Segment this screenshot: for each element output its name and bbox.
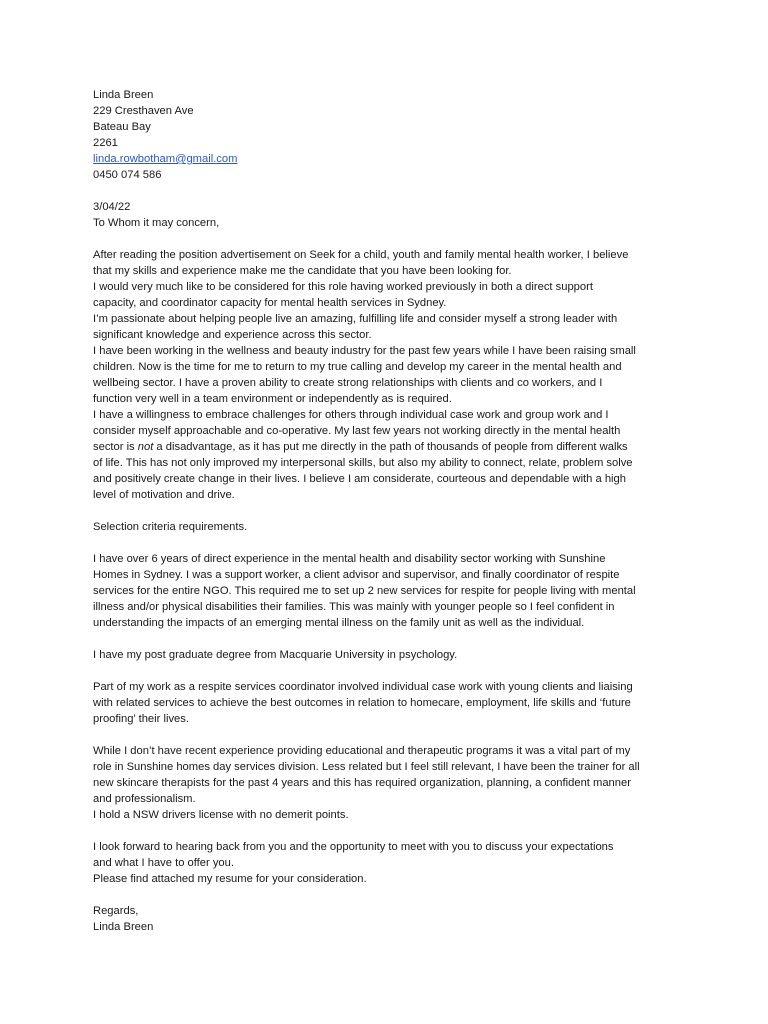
body-line: After reading the position advertisement on Seek for a child, youth and family mental health worker, I believe (93, 249, 629, 261)
paragraph-closing (93, 839, 678, 887)
body-line: children. Now is the time for me to return to my true calling and develop my career in the mental health and (93, 361, 622, 373)
body-line: Part of my work as a respite services coordinator involved individual case work with young clients and liaising (93, 681, 633, 693)
paragraph-education (93, 647, 678, 663)
body-line: illness and/or physical disabilities their families. This was mainly with younger people so I feel confident in (93, 601, 615, 613)
body-line: understanding the impacts of an emerging mental illness on the family unit as well as the individual. (93, 617, 585, 629)
body-line: While I don’t have recent experience providing educational and therapeutic programs it was a vital part of my (93, 745, 631, 757)
body-line: I’m passionate about helping people live an amazing, fulfilling life and consider myself a strong leader with (93, 313, 618, 325)
body-line: consider myself approachable and co-operative. My last few years not working directly in the mental health (93, 425, 621, 437)
sender-street: 229 Cresthaven Ave (93, 105, 194, 117)
sender-email-link[interactable]: linda.rowbotham@gmail.com (93, 153, 238, 165)
body-line: significant knowledge and experience across this sector. (93, 329, 372, 341)
body-line: level of motivation and drive. (93, 489, 235, 501)
body-line: of life. This has not only improved my interpersonal skills, but also my ability to connect, relate, problem solve (93, 457, 633, 469)
body-line: and positively create change in their lives. I believe I am considerate, courteous and dependable with a high (93, 473, 626, 485)
signoff: Regards, (93, 905, 139, 917)
sender-name: Linda Breen (93, 89, 154, 101)
body-line: I have my post graduate degree from Macquarie University in psychology. (93, 649, 458, 661)
body-line: I would very much like to be considered for this role having worked previously in both a direct support (93, 281, 593, 293)
body-line: Please find attached my resume for your consideration. (93, 873, 367, 885)
letter-date: 3/04/22 (93, 201, 131, 213)
signature-name: Linda Breen (93, 921, 154, 933)
emphasis-text: not (137, 441, 154, 453)
paragraph-experience (93, 551, 678, 631)
body-line: I have over 6 years of direct experience in the mental health and disability sector working with Sunshine (93, 553, 606, 565)
sender-suburb: Bateau Bay (93, 121, 151, 133)
body-line: wellbeing sector. I have a proven ability to create strong relationships with clients and co workers, and I (93, 377, 603, 389)
body-line: new skincare therapists for the past 4 years and this has required organization, planning, a confident manner (93, 777, 631, 789)
sender-block (93, 87, 678, 183)
body-line: proofing’ their lives. (93, 713, 189, 725)
body-line: I look forward to hearing back from you and the opportunity to meet with you to discuss your expectations (93, 841, 614, 853)
body-line: role in Sunshine homes day services division. Less related but I feel still relevant, I have been the trainer for all (93, 761, 640, 773)
body-line: I hold a NSW drivers license with no demerit points. (93, 809, 349, 821)
sender-postcode: 2261 (93, 137, 118, 149)
body-line: I have a willingness to embrace challenges for others through individual case work and group work and I (93, 409, 609, 421)
body-line: Homes in Sydney. I was a support worker, a client advisor and supervisor, and finally coordinator of respite (93, 569, 620, 581)
body-line: services for the entire NGO. This required me to set up 2 new services for respite for people living with mental (93, 585, 636, 597)
salutation: To Whom it may concern, (93, 217, 220, 229)
paragraph-programs (93, 743, 678, 823)
body-line: with related services to achieve the best outcomes in relation to homecare, employment, life skills and ‘future (93, 697, 631, 709)
paragraph-intro (93, 247, 678, 503)
body-line: function very well in a team environment or independently as is required. (93, 393, 452, 405)
sender-phone: 0450 074 586 (93, 169, 162, 181)
body-line: that my skills and experience make me the candidate that you have been looking for. (93, 265, 512, 277)
body-line: capacity, and coordinator capacity for mental health services in Sydney. (93, 297, 447, 309)
body-line: and professionalism. (93, 793, 196, 805)
body-line: sector is not a disadvantage, as it has put me directly in the path of thousands of people from different walks (93, 441, 628, 453)
body-line: I have been working in the wellness and beauty industry for the past few years while I have been raising small (93, 345, 636, 357)
criteria-heading: Selection criteria requirements. (93, 521, 248, 533)
body-line: and what I have to offer you. (93, 857, 234, 869)
paragraph-casework (93, 679, 678, 727)
